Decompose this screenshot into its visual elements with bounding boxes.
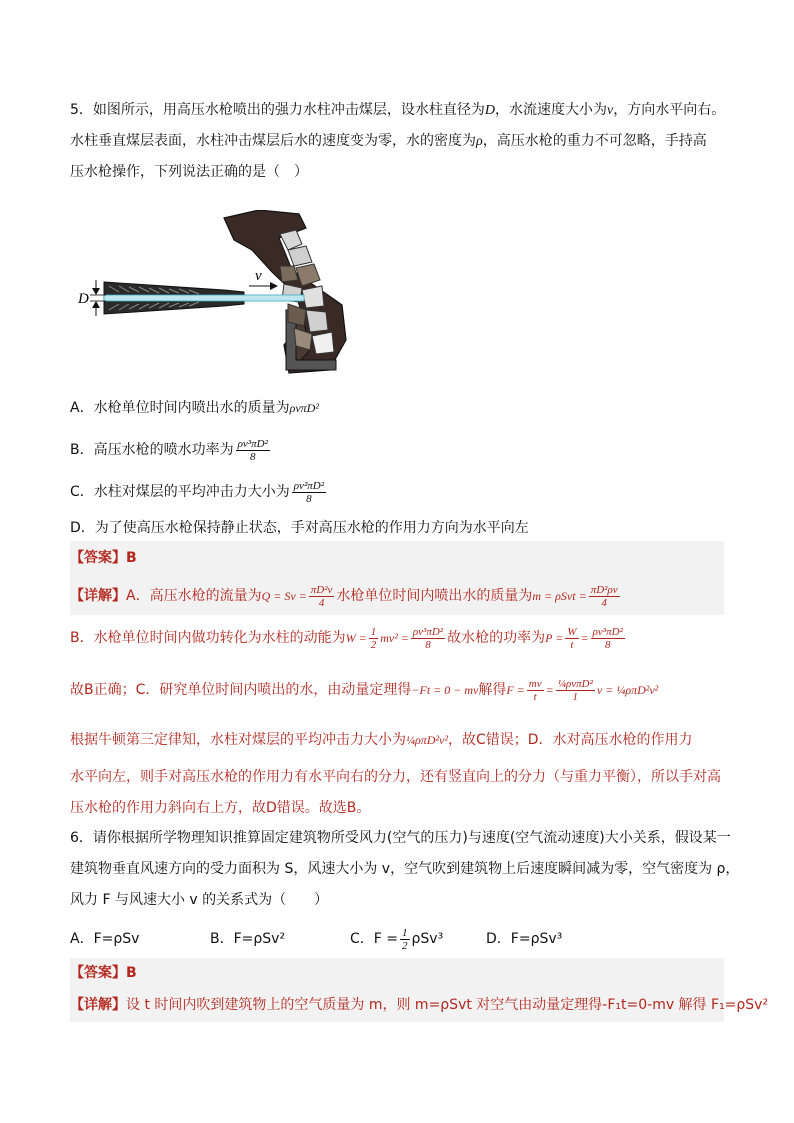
q6-line2: 建筑物垂直风速方向的受力面积为 S，风速大小为 v，空气吹到建筑物上后速度瞬间减为零，空气密度为 ρ， [70, 861, 740, 877]
q6-line3: 风力 F 与风速大小 v 的关系式为（ ） [70, 892, 329, 908]
q5-line3: 压水枪操作，下列说法正确的是（ ） [70, 164, 308, 180]
q5-option-c: C．水柱对煤层的平均冲击力大小为 $\frac{\text{ρv²πD²}}{8}$ [70, 479, 324, 505]
q5-detail-line4: 根据牛顿第三定律知，水柱对煤层的平均冲击力大小为¼ρπD²v²，故C错误；D．水对高压水枪的作用力 [70, 732, 693, 748]
q5-detail-line5: 水平向左，则手对高压水枪的作用力有水平向右的分力，还有竖直向上的分力（与重力平衡），所以手对高 [70, 769, 721, 785]
q5-detail-line3: 故B正确；C．研究单位时间内喷出的水，由动量定理得−Ft = 0 − mv解得F = $\frac{mv}{t}$ = $\frac{\text{¼ρvπD²}}{1}$ v = ¼ρπD²v² [70, 677, 659, 703]
q5-detail-line1: 【详解】A．高压水枪的流量为Q = Sv = $\frac{\text{πD²v}}{4}$ 水枪单位时间内喷出水的质量为m = ρSvt = $\frac{\text{πD²ρv}}{4}$ [70, 583, 618, 609]
q6-option-a: A．F=ρSv [70, 931, 140, 947]
q5-answer: 【答案】B [70, 550, 137, 566]
water-gun-figure [74, 210, 364, 375]
q5-option-b: B．高压水枪的喷水功率为 $\frac{\text{ρv³πD²}}{8}$ [70, 437, 268, 463]
q5-line2: 水柱垂直煤层表面，水柱冲击煤层后水的速度变为零，水的密度为ρ，高压水枪的重力不可忽略，手持高 [70, 133, 707, 149]
q5-option-d: D．为了使高压水枪保持静止状态，手对高压水枪的作用力方向为水平向左 [70, 520, 529, 536]
q6-option-b: B．F=ρSv² [210, 931, 286, 947]
figure-label-v: v [255, 268, 262, 284]
q6-line1: 6．请你根据所学物理知识推算固定建筑物所受风力(空气的压力)与速度(空气流动速度)大小关系，假设某一 [70, 830, 731, 846]
q5-option-a: A．水枪单位时间内喷出水的质量为ρvπD² [70, 400, 319, 416]
q5-detail-line6: 压水枪的作用力斜向右上方，故D错误。故选B。 [70, 800, 371, 816]
q5-line1: 5．如图所示，用高压水枪喷出的强力水柱冲击煤层，设水柱直径为D，水流速度大小为v，方向水平向右。 [70, 102, 726, 118]
q5-detail-line2: B．水枪单位时间内做功转化为水柱的动能为W = $\frac{1}{2}$ mv² = $\frac{\text{ρv³πD²}}{8}$ 故水枪的功率为P = $\frac{W}{t}$ = $\frac{\text{ρv³πD²}}{8}$ [70, 625, 623, 651]
figure-label-D: D [78, 291, 89, 307]
q6-option-c: C．F = $\frac{1}{2}$ ρSv³ [350, 926, 444, 952]
q6-detail: 【详解】设 t 时间内吹到建筑物上的空气质量为 m，则 m=ρSvt 对空气由动量定理得-F₁t=0-mv 解得 F₁=ρSv² [70, 997, 769, 1013]
q6-options [70, 922, 730, 956]
water-jet [104, 295, 304, 301]
q6-option-d: D．F=ρSv³ [486, 931, 563, 947]
q6-answer: 【答案】B [70, 965, 137, 981]
